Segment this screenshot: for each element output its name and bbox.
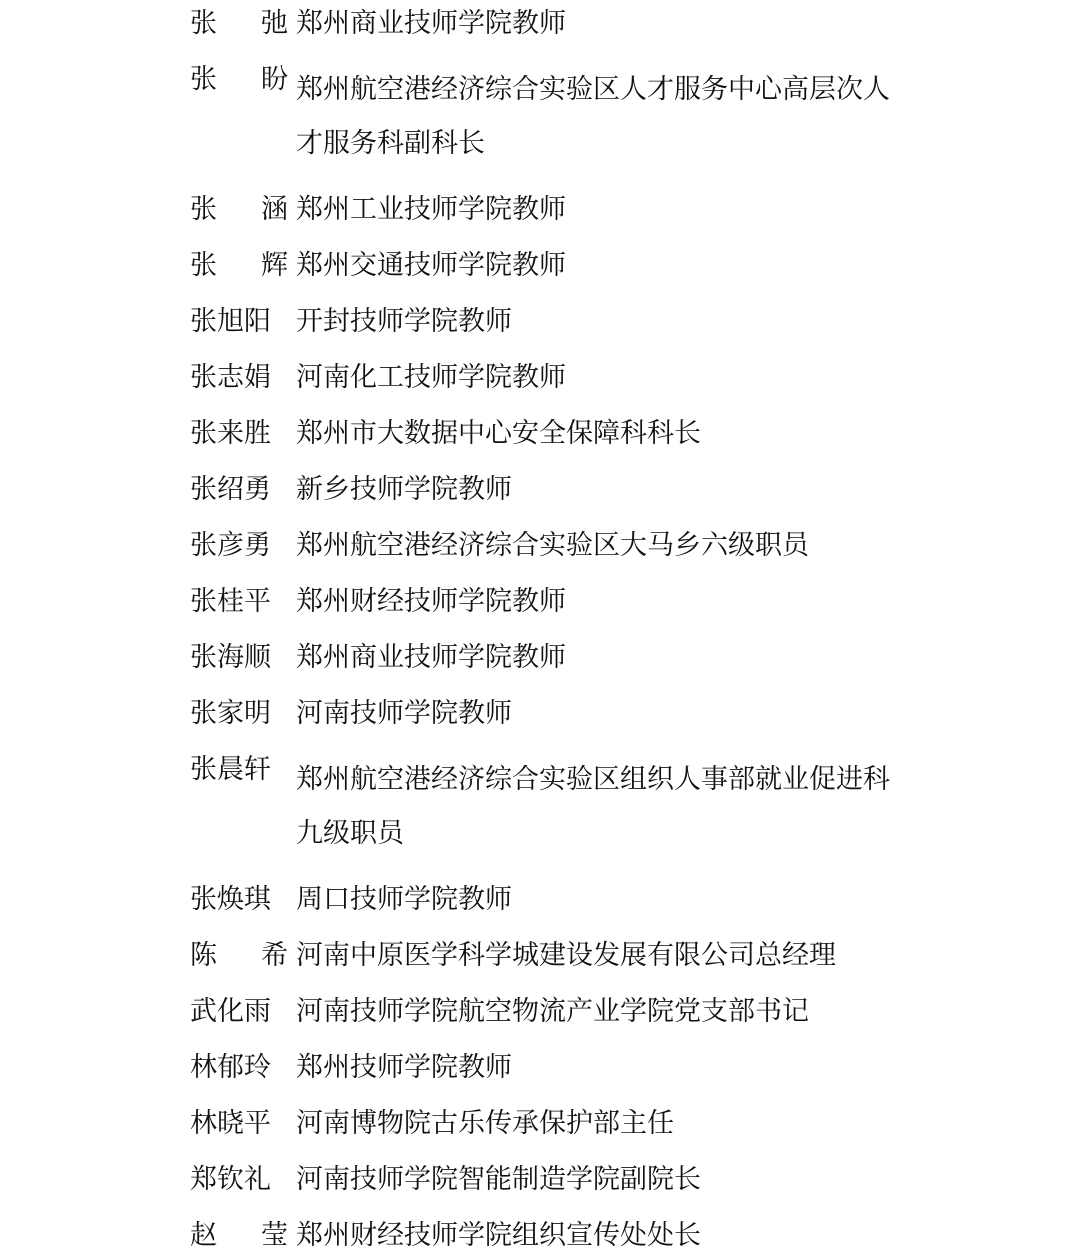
name-char: 辉	[261, 250, 288, 280]
person-name: 张旭阳	[190, 306, 271, 336]
person-title: 郑州航空港经济综合实验区大马乡六级职员	[296, 530, 809, 560]
name-char: 盼	[261, 64, 288, 94]
person-title: 河南化工技师学院教师	[296, 362, 566, 392]
person-title: 郑州技师学院教师	[296, 1052, 512, 1082]
person-name	[190, 248, 296, 282]
person-title: 河南技师学院智能制造学院副院长	[296, 1164, 701, 1194]
person-name: 张彦勇	[190, 530, 271, 560]
name-char: 莹	[261, 1220, 288, 1250]
list-item	[190, 62, 970, 170]
list-item	[190, 1218, 970, 1252]
name-char: 陈	[190, 940, 217, 970]
person-title: 郑州市大数据中心安全保障科科长	[296, 418, 701, 448]
name-char: 张	[190, 250, 217, 280]
person-title: 郑州航空港经济综合实验区组织人事部就业促进科 九级职员	[296, 764, 890, 848]
person-name: 张晨轩	[190, 754, 271, 784]
person-name: 张家明	[190, 698, 271, 728]
name-char: 张	[190, 8, 217, 38]
person-name	[190, 1218, 296, 1252]
list-item	[190, 752, 970, 860]
list-item	[190, 938, 970, 972]
person-title: 郑州财经技师学院组织宣传处处长	[296, 1220, 701, 1250]
name-char: 弛	[261, 8, 288, 38]
person-title: 郑州航空港经济综合实验区人才服务中心高层次人 才服务科副科长	[296, 74, 890, 158]
list-item	[190, 882, 970, 916]
person-name: 张桂平	[190, 586, 271, 616]
person-title: 郑州工业技师学院教师	[296, 194, 566, 224]
list-item	[190, 584, 970, 618]
person-name: 武化雨	[190, 996, 271, 1026]
list-item	[190, 472, 970, 506]
person-title: 河南博物院古乐传承保护部主任	[296, 1108, 674, 1138]
list-item	[190, 1050, 970, 1084]
person-title: 河南中原医学科学城建设发展有限公司总经理	[296, 940, 836, 970]
list-item	[190, 1106, 970, 1140]
list-item	[190, 528, 970, 562]
name-char: 张	[190, 194, 217, 224]
name-char: 赵	[190, 1220, 217, 1250]
list-item	[190, 696, 970, 730]
list-item	[190, 640, 970, 674]
list-item	[190, 360, 970, 394]
name-char: 希	[261, 940, 288, 970]
person-name	[190, 192, 296, 226]
list-item	[190, 304, 970, 338]
person-name: 张海顺	[190, 642, 271, 672]
list-item	[190, 192, 970, 226]
person-name: 张焕琪	[190, 884, 271, 914]
person-name: 张来胜	[190, 418, 271, 448]
person-name: 林晓平	[190, 1108, 271, 1138]
person-title: 开封技师学院教师	[296, 306, 512, 336]
person-title: 周口技师学院教师	[296, 884, 512, 914]
person-title: 河南技师学院教师	[296, 698, 512, 728]
list-item	[190, 994, 970, 1028]
person-name	[190, 938, 296, 972]
name-char: 张	[190, 64, 217, 94]
person-title: 新乡技师学院教师	[296, 474, 512, 504]
person-title: 河南技师学院航空物流产业学院党支部书记	[296, 996, 809, 1026]
person-title: 郑州财经技师学院教师	[296, 586, 566, 616]
person-title: 郑州商业技师学院教师	[296, 642, 566, 672]
person-name	[190, 6, 296, 40]
person-name: 林郁玲	[190, 1052, 271, 1082]
person-name: 张志娟	[190, 362, 271, 392]
person-name	[190, 62, 296, 96]
person-title: 郑州商业技师学院教师	[296, 8, 566, 38]
list-item	[190, 248, 970, 282]
person-title: 郑州交通技师学院教师	[296, 250, 566, 280]
name-char: 涵	[261, 194, 288, 224]
list-item	[190, 416, 970, 450]
list-item	[190, 6, 970, 40]
person-name: 郑钦礼	[190, 1164, 271, 1194]
person-name: 张绍勇	[190, 474, 271, 504]
